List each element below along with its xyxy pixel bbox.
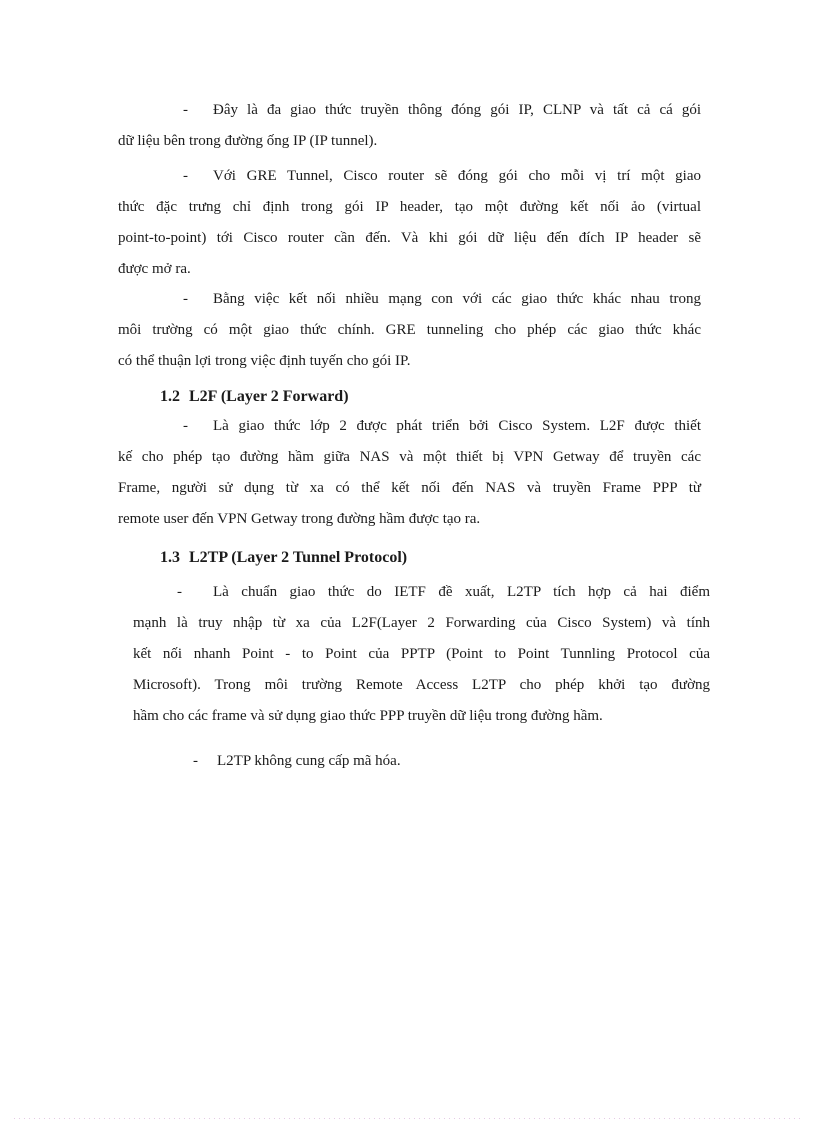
page-break-dotted-line	[14, 1118, 803, 1119]
text-line-content: Đây là đa giao thức truyền thông đóng gói IP, CLNP và tất cả cá gói	[213, 102, 701, 118]
text-line: có thể thuận lợi trong việc định tuyến cho gói IP.	[118, 353, 411, 369]
text-line: thức đặc trưng chỉ định trong gói IP header, tạo một đường kết nối ảo (virtual	[118, 199, 701, 215]
bullet-dash: -	[177, 584, 182, 600]
paragraph-gre-routing	[118, 284, 701, 377]
paragraph-l2tp-no-encryption	[118, 746, 701, 777]
text-line: Microsoft). Trong môi trường Remote Access L2TP cho phép khởi tạo đường	[133, 677, 710, 693]
text-line: dữ liệu bên trong đường ống IP (IP tunnel).	[118, 133, 378, 149]
heading-label: L2F (Layer 2 Forward)	[189, 388, 349, 405]
paragraph-gre-tunnel	[118, 161, 701, 285]
bullet-dash: -	[183, 291, 188, 307]
paragraph-l2tp-description	[133, 577, 710, 732]
bullet-dash: -	[193, 753, 198, 769]
text-line: Frame, người sử dụng từ xa có thể kết nối đến NAS và truyền Frame PPP từ	[118, 480, 701, 496]
text-line-content: Là chuẩn giao thức do IETF đề xuất, L2TP tích hợp cả hai điểm	[213, 584, 710, 600]
text-line: remote user đến VPN Getway trong đường hầm được tạo ra.	[118, 511, 481, 527]
paragraph-l2f-description	[118, 411, 701, 535]
text-line	[133, 577, 710, 608]
text-line: point-to-point) tới Cisco router cần đến. Và khi gói dữ liệu đến đích IP header sẽ	[118, 230, 701, 246]
text-line: hầm cho các frame và sử dụng giao thức PPP truyền dữ liệu trong đường hầm.	[133, 708, 603, 724]
text-line: mạnh là truy nhập từ xa của L2F(Layer 2 Forwarding của Cisco System) và tính	[133, 615, 710, 631]
paragraph-gre-multiprotocol	[118, 95, 701, 157]
text-line	[118, 161, 701, 192]
section-heading-l2tp	[160, 542, 407, 573]
text-line: môi trường có một giao thức chính. GRE tunneling cho phép các giao thức khác	[118, 322, 701, 338]
text-line	[118, 746, 701, 777]
text-line-content: Là giao thức lớp 2 được phát triển bởi Cisco System. L2F được thiết	[213, 418, 701, 434]
text-line-content: Với GRE Tunnel, Cisco router sẽ đóng gói cho mỗi vị trí một giao	[213, 168, 701, 184]
bullet-dash: -	[183, 168, 188, 184]
section-heading-l2f	[160, 381, 349, 412]
text-line: được mở ra.	[118, 261, 191, 277]
heading-number: 1.2	[160, 388, 180, 405]
text-line-content: Bằng việc kết nối nhiều mạng con với các giao thức khác nhau trong	[213, 291, 701, 307]
text-line: kế cho phép tạo đường hầm giữa NAS và một thiết bị VPN Getway để truyền các	[118, 449, 701, 465]
bullet-dash: -	[183, 418, 188, 434]
text-line	[118, 284, 701, 315]
text-line-content: L2TP không cung cấp mã hóa.	[217, 753, 401, 769]
heading-label: L2TP (Layer 2 Tunnel Protocol)	[189, 549, 408, 566]
text-line	[118, 95, 701, 126]
text-line: kết nối nhanh Point - to Point của PPTP (Point to Point Tunnling Protocol của	[133, 646, 710, 662]
heading-number: 1.3	[160, 549, 180, 566]
text-line	[118, 411, 701, 442]
bullet-dash: -	[183, 102, 188, 118]
